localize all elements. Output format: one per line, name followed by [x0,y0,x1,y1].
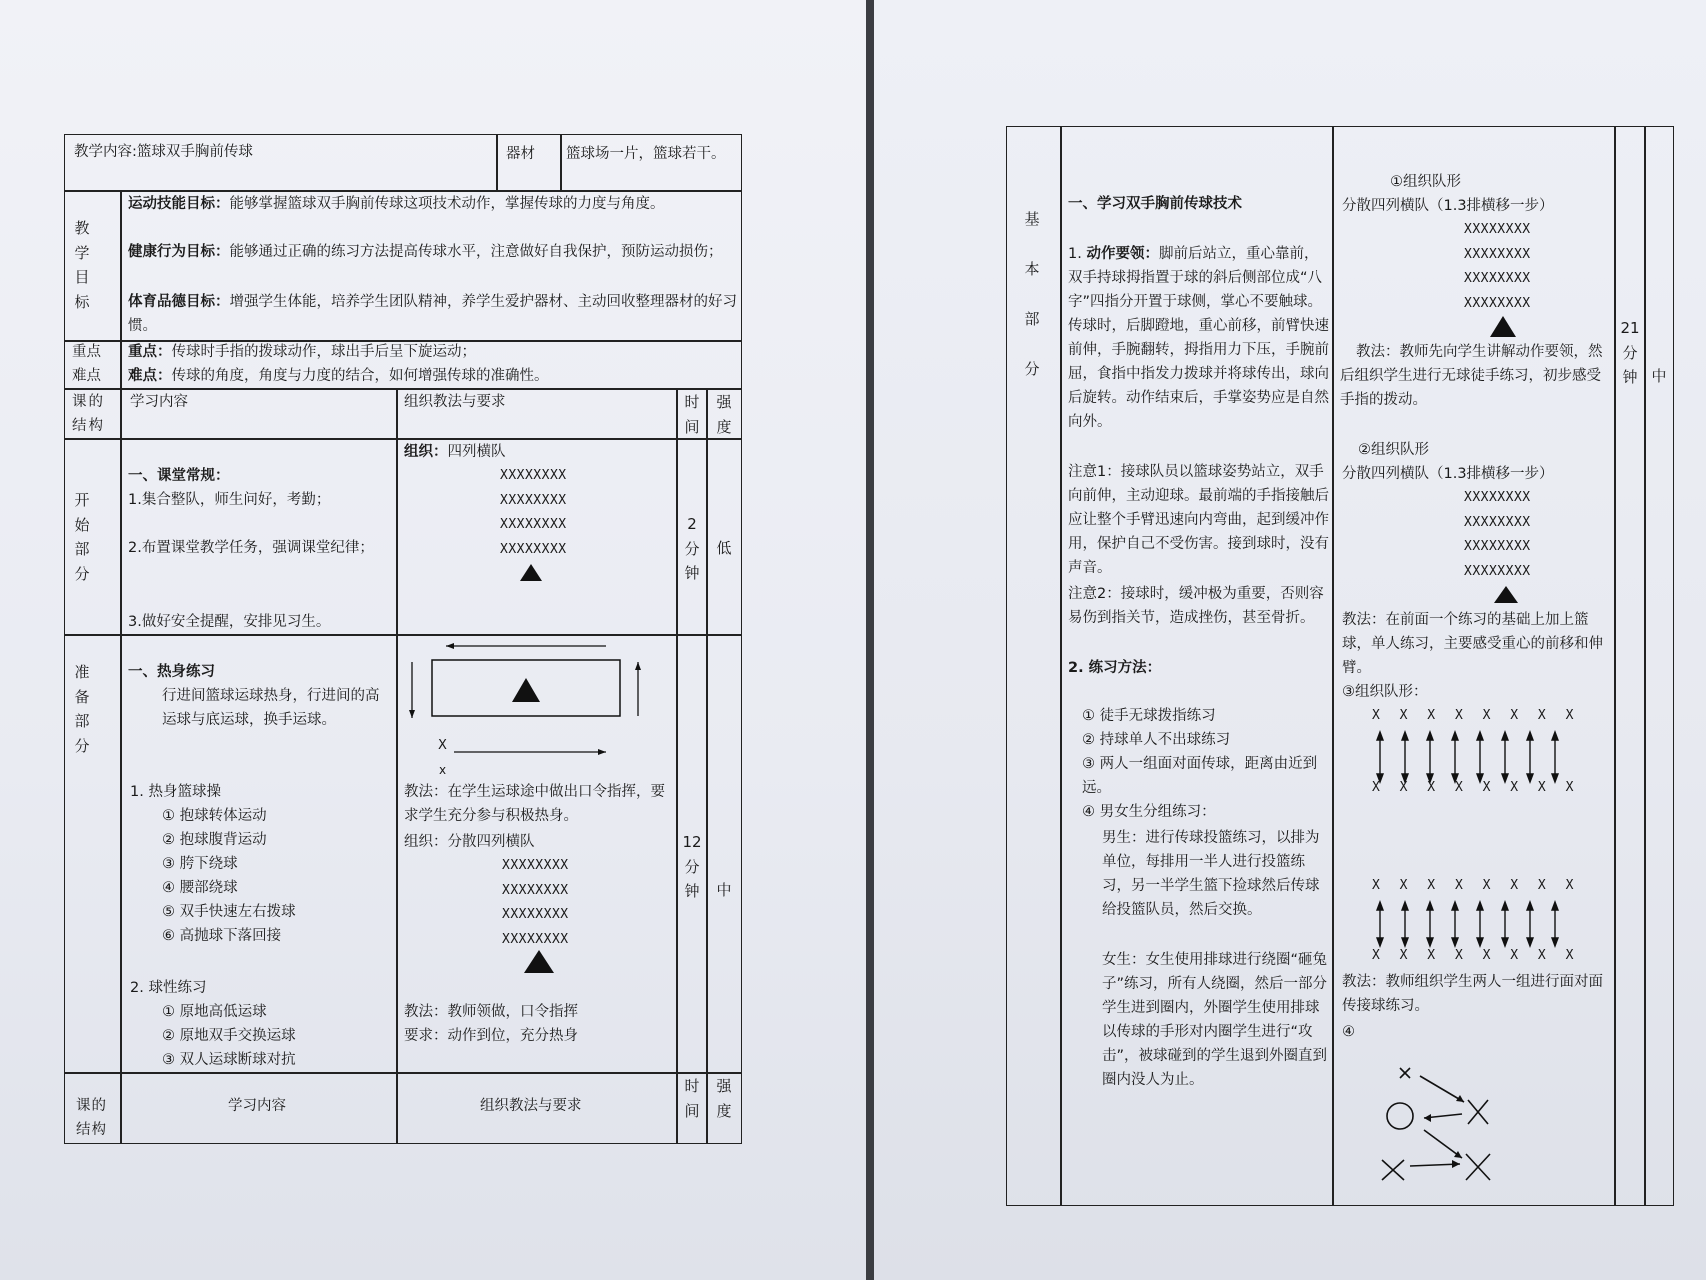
equipment-value: 篮球场一片，篮球若干。 [566,146,726,162]
list-item: ① 原地高低运球 [162,1004,267,1020]
prep-sub2: 2. 球性练习 [130,980,207,996]
method-item: ④ 男女生分组练习： [1082,804,1216,820]
prep-org: 组织：分散四列横队 [404,834,535,850]
teacher-triangle-icon [1490,316,1516,338]
pair-row: X X X X X X X X [1372,878,1580,893]
list-item: ② 抱球腹背运动 [162,832,267,848]
right-page [874,0,1706,1280]
col-organization: 组织教法与要求 [404,394,506,410]
pair-row: X X X X X X X X [1372,948,1580,963]
org3-method: 教法：教师组织学生两人一组进行面对面传接球练习。 [1342,974,1603,1014]
prep-method-2: 教法：教师领做，口令指挥 [404,1004,578,1020]
teacher-triangle-icon [524,950,554,974]
pair-row: X X X X X X X X [1372,708,1580,723]
col-content: 学习内容 [130,394,188,410]
footer-structure: 课的结构 [76,1098,107,1138]
start-item-1: 1.集合整队，师生问好，考勤； [128,492,331,508]
equipment-label: 器材 [506,146,535,162]
prep-require: 要求：动作到位，充分热身 [404,1028,578,1044]
passing-drill-diagram [1380,1062,1520,1182]
prep-time: 12分钟 [682,833,702,900]
start-heading: 一、课堂常规： [128,468,230,484]
org2-text: 分散四列横队（1.3排横移一步） [1342,466,1554,482]
prep-intro: 行进间篮球运球热身，行进间的高运球与底运球，换手运球。 [162,688,380,728]
objective-skill: 运动技能目标：能够掌握篮球双手胸前传球这项技术动作，掌握传球的力度与角度。 [128,196,665,212]
org2-formation: XXXXXXXX XXXXXXXX XXXXXXXX XXXXXXXX [1464,490,1531,579]
prep-intensity: 中 [716,881,732,899]
list-item: ④ 腰部绕球 [162,880,238,896]
col-structure: 课的结构 [72,394,105,434]
org2-title: ②组织队形 [1358,442,1429,458]
org1-text: 分散四列横队（1.3排横移一步） [1342,198,1554,214]
pass-arrows-diagram [1374,900,1554,948]
boys-practice: 男生：进行传球投篮练习，以排为单位，每排用一半人进行投篮练习，另一半学生篮下捡球然后传球给投篮队员，然后交换。 [1102,830,1320,918]
list-item: ⑥ 高抛球下落回接 [162,928,282,944]
method-item: ③ 两人一组面对面传球，距离由近到远。 [1082,756,1318,796]
teacher-triangle-icon [520,564,542,582]
start-item-3: 3.做好安全提醒，安排见习生。 [128,614,331,630]
methods-title: 2. 练习方法： [1068,660,1162,676]
prep-heading: 一、热身练习 [128,664,215,680]
start-intensity: 低 [716,539,732,557]
prep-formation: XXXXXXXX XXXXXXXX XXXXXXXX XXXXXXXX [502,858,569,947]
prep-section-label: 准备部分 [74,663,90,755]
footer-time: 时间 [684,1077,700,1120]
col-time: 时间 [684,393,700,436]
col-intensity: 强度 [716,393,732,436]
objectives-label: 教学目标 [74,219,90,311]
objective-health: 健康行为目标：能够通过正确的练习方法提高传球水平，注意做好自我保护，预防运动损伤； [128,244,723,260]
objective-ethic: 体育品德目标：增强学生体能，培养学生团队精神，养学生爱护器材、主动回收整理器材的好习惯。 [128,294,737,334]
warmup-list [162,804,296,948]
org1-formation: XXXXXXXX XXXXXXXX XXXXXXXX XXXXXXXX [1464,222,1531,311]
start-section-label: 开始部分 [74,491,90,583]
player-marker: X [438,738,447,753]
method-item: ② 持球单人不出球练习 [1082,732,1231,748]
start-item-2: 2.布置课堂教学任务，强调课堂纪律； [128,540,374,556]
footer-organization: 组织教法与要求 [480,1098,582,1114]
note-2: 注意2：接球时，缓冲极为重要，否则容易伤到指关节，造成挫伤，甚至骨折。 [1068,586,1324,626]
org1-method: 教法：教师先向学生讲解动作要领，然后组织学生进行无球徒手练习，初步感受手指的拨动。 [1340,344,1603,408]
list-item: ⑤ 双手快速左右拨球 [162,904,296,920]
footer-intensity: 强度 [716,1077,732,1120]
start-time: 2分钟 [684,515,700,582]
org3-title: ③组织队形： [1342,684,1428,700]
list-item: ① 抱球转体运动 [162,808,267,824]
basic-section-label: 基本部分 [1024,210,1040,378]
org1-title: ①组织队形 [1390,174,1461,190]
org2-method: 教法：在前面一个练习的基础上加上篮球，单人练习，主要感受重心的前移和伸臂。 [1342,612,1603,676]
basic-time: 21分钟 [1620,319,1640,386]
start-formation: XXXXXXXX XXXXXXXX XXXXXXXX XXXXXXXX [500,468,567,557]
org4-label: ④ [1342,1024,1355,1040]
girls-practice: 女生：女生使用排球进行绕圈“砸兔子”练习，所有人绕圈，然后一部分学生进到圈内，外圈学生使用排球以传球的手形对内圈学生进行“攻击”，被球碰到的学生退到外圈直到圈内没人为止。 [1102,952,1328,1088]
player-marker: x [439,763,447,777]
teacher-triangle-icon [1494,586,1518,604]
list-item: ③ 双人运球断球对抗 [162,1052,296,1068]
ball-skill-list [162,1000,296,1072]
start-org: 组织：四列横队 [404,444,506,460]
lesson-content-title: 教学内容:篮球双手胸前传球 [74,144,253,160]
pair-row: X X X X X X X X [1372,780,1580,795]
prep-method-1: 教法：在学生运球途中做出口令指挥，要求学生充分参与积极热身。 [404,784,665,824]
basic-intensity: 中 [1651,367,1667,385]
key-point: 重点：传球时手指的拨球动作，球出手后呈下旋运动； [128,344,476,360]
basic-heading: 一、学习双手胸前传球技术 [1068,196,1242,212]
list-item: ③ 胯下绕球 [162,856,238,872]
essentials: 1. 动作要领：脚前后站立，重心靠前，双手持球拇指置于球的斜后侧部位成“八字”四指分开置于球侧，掌心不要触球。传球时，后脚蹬地，重心前移，前臂快速前伸，手腕翻转，拇指用力下压，手腕前屈，食指中指发力拨球并将球传出，球向后旋转。动作结束后，手掌姿势应是自然向外。 [1068,246,1329,430]
difficult-point: 难点：传球的角度，角度与力度的结合，如何增强传球的准确性。 [128,368,549,384]
list-item: ② 原地双手交换运球 [162,1028,296,1044]
method-item: ① 徒手无球拨指练习 [1082,708,1216,724]
keypoints-label: 重点难点 [72,344,101,384]
prep-sub1: 1. 热身篮球操 [130,784,221,800]
note-1: 注意1：接球队员以篮球姿势站立，双手向前伸，主动迎球。最前端的手指接触后应让整个手臂迅速向内弯曲，起到缓冲作用，保护自己不受伤害。接到球时，没有声音。 [1068,464,1329,576]
footer-content: 学习内容 [228,1098,286,1114]
